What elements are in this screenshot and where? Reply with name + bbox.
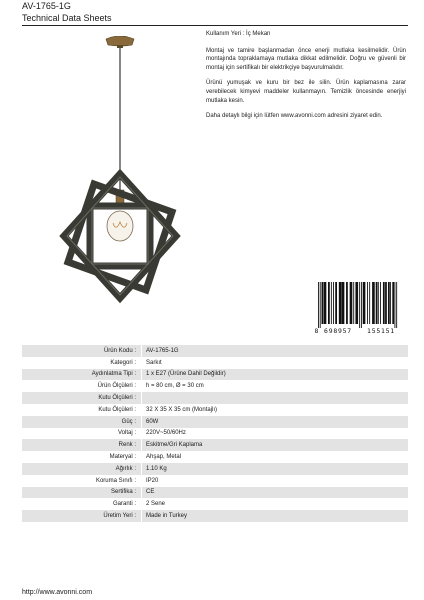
spec-label: Koruma Sınıfı :: [22, 475, 141, 487]
barcode-bars: [318, 282, 397, 328]
spec-value: 1.10 Kg: [142, 463, 408, 475]
spec-value: h = 80 cm, Ø = 30 cm: [142, 380, 408, 392]
spec-value: 220V~50/60Hz: [142, 428, 408, 440]
header-product-code: AV-1765-1G: [22, 1, 71, 11]
spec-value: 32 X 35 X 35 cm (Montajlı): [142, 404, 408, 416]
installation-warning: Montaj ve tamire başlanmadan önce enerji mutlaka kesilmelidir. Ürün montajında topraklamaya mutlaka dikkat edilmelidir. Doğru ve güvenli bir montaj için sertifikalı bir elektrikçiye başvurulmalıdır.: [206, 47, 406, 71]
header-rule: [22, 25, 408, 26]
spec-label: Aydınlatma Tipi :: [22, 369, 141, 381]
spec-value: [142, 392, 408, 404]
spec-table: [22, 345, 408, 522]
barcode-left-group: 698957: [324, 327, 352, 334]
table-row: [22, 428, 408, 440]
usage-place: Kullanım Yeri : İç Mekan: [206, 31, 271, 37]
light-bulb: [107, 211, 133, 241]
barcode: [314, 282, 406, 334]
spec-value: Eskitme/Gri Kaplama: [142, 439, 408, 451]
spec-label: Sertifika :: [22, 487, 141, 499]
table-row: [22, 416, 408, 428]
spec-label: Ürün Ölçüleri :: [22, 380, 141, 392]
spec-label: Ağırlık :: [22, 463, 141, 475]
spec-label: Üretim Yeri :: [22, 510, 141, 522]
table-row: [22, 510, 408, 522]
spec-label: Voltaj :: [22, 428, 141, 440]
cleaning-instructions: Ürünü yumuşak ve kuru bir bez ile silin. Ürün kaplamasına zarar verebilecek kimyevi maddeler kullanmayın. Temizlik öncesinde enerjiyi mutlaka kesin.: [206, 80, 406, 104]
table-row: [22, 451, 408, 463]
table-row: [22, 463, 408, 475]
spec-label: Kutu Ölçüleri :: [22, 392, 141, 404]
spec-value: 1 x E27 (Ürüne Dahil Değildir): [142, 369, 408, 381]
spec-label: Kutu Ölçüleri :: [22, 404, 141, 416]
spec-label: Renk :: [22, 439, 141, 451]
ceiling-canopy: [106, 36, 134, 46]
table-row: [22, 392, 408, 404]
table-row: [22, 439, 408, 451]
spec-label: Güç :: [22, 416, 141, 428]
barcode-right-group: 155151: [367, 327, 395, 334]
spec-label: Materyal :: [22, 451, 141, 463]
spec-value: Made in Turkey: [142, 510, 408, 522]
table-row: [22, 345, 408, 357]
spec-value: CE: [142, 487, 408, 499]
footer-url: http://www.avonni.com: [22, 589, 93, 596]
table-row: [22, 369, 408, 381]
spec-value: 60W: [142, 416, 408, 428]
product-info: [206, 30, 406, 128]
table-row: [22, 498, 408, 510]
table-row: [22, 475, 408, 487]
spec-value: Sarkıt: [142, 357, 408, 369]
table-row: [22, 380, 408, 392]
spec-value: Ahşap, Metal: [142, 451, 408, 463]
table-row: [22, 357, 408, 369]
canopy-cap: [117, 45, 123, 48]
website-note: Daha detaylı bilgi için lütfen www.avonni.com adresini ziyaret edin.: [206, 113, 383, 120]
spec-value: IP20: [142, 475, 408, 487]
spec-value: 2 Sene: [142, 498, 408, 510]
spec-label: Garanti :: [22, 498, 141, 510]
spec-label: Kategori :: [22, 357, 141, 369]
barcode-first-digit: 8: [314, 327, 319, 334]
table-row: [22, 404, 408, 416]
product-image: [50, 36, 190, 326]
header-subtitle: Technical Data Sheets: [22, 13, 112, 23]
table-row: [22, 487, 408, 499]
spec-value: AV-1765-1G: [142, 345, 408, 357]
spec-label: Ürün Kodu :: [22, 345, 141, 357]
